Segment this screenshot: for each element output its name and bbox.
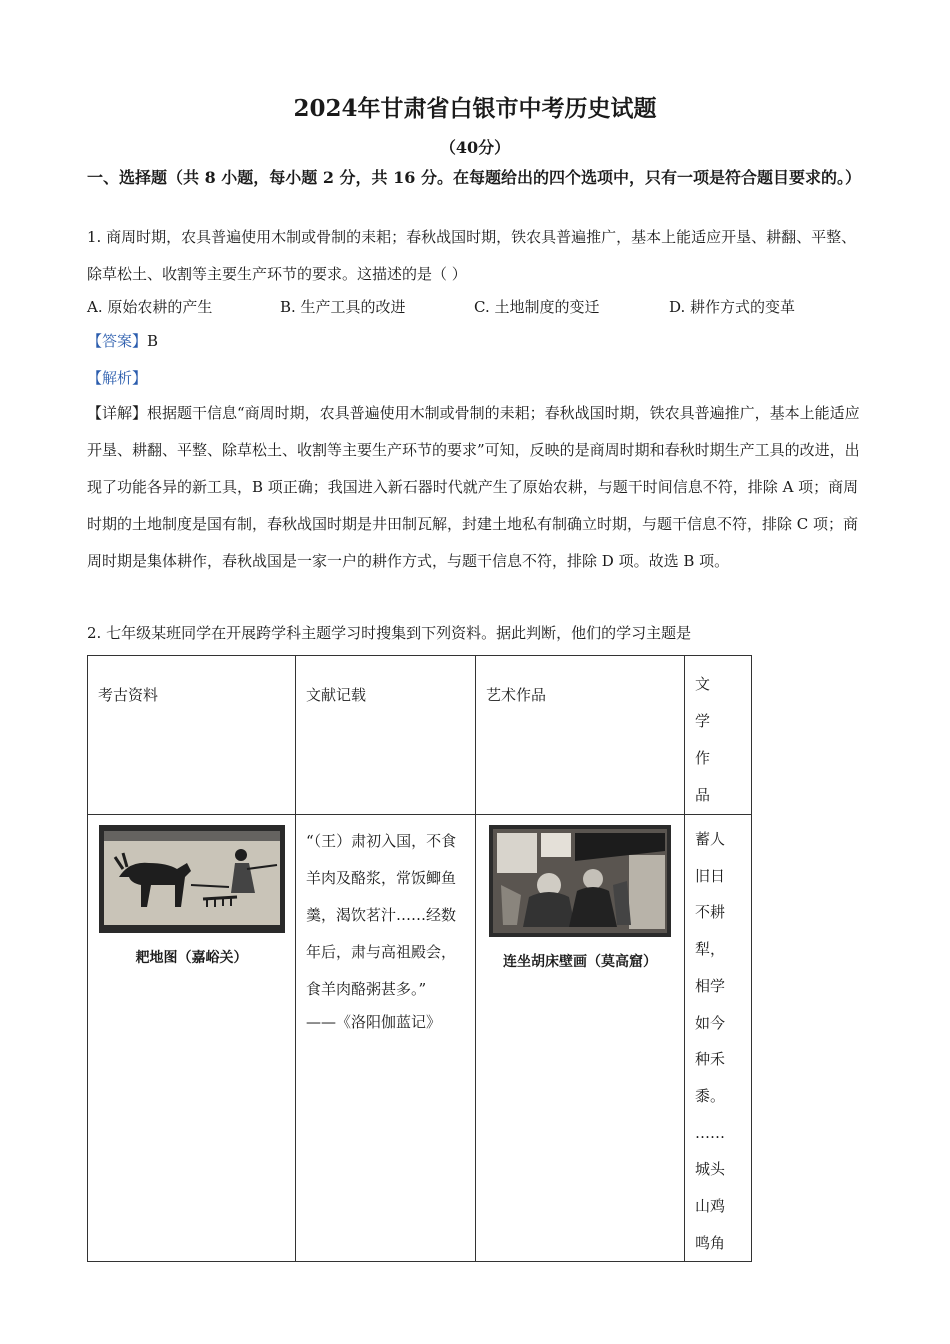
poem-line: 黍。	[695, 1086, 726, 1105]
header-literature: 文学作品	[685, 656, 752, 815]
answer-line	[87, 330, 158, 351]
poem-line: 蓄人	[695, 830, 726, 848]
poem-line: 山鸡	[695, 1197, 726, 1216]
header-art: 艺术作品	[476, 656, 685, 815]
header-documents: 文献记载	[296, 656, 476, 815]
option-c[interactable]: C. 土地制度的变迁	[474, 298, 600, 316]
poem-line: 城头	[695, 1160, 726, 1179]
page-title: 2024年甘肃省白银市中考历史试题	[293, 95, 657, 122]
poem-line: 相学	[695, 976, 726, 995]
poem-line: 不耕	[695, 903, 726, 922]
document-cell	[296, 815, 476, 1262]
materials-table	[87, 655, 752, 1262]
score-note: （40分）	[439, 138, 511, 157]
option-d[interactable]: D. 耕作方式的变革	[669, 298, 796, 316]
poem-line: ……	[695, 1123, 725, 1142]
answer-label: 【答案】	[87, 332, 148, 350]
poem-line: 旧日	[695, 866, 726, 885]
art-caption: 连坐胡床壁画（莫高窟）	[503, 954, 657, 970]
archaeology-cell	[88, 815, 296, 1262]
option-b[interactable]: B. 生产工具的改进	[280, 298, 406, 316]
poem-lines	[685, 815, 751, 1261]
document-source: ——《洛阳伽蓝记》	[306, 1013, 442, 1031]
art-cell	[476, 815, 685, 1262]
document-text: “（王）肃初入国，不食羊肉及酪浆，常饭鲫鱼 羹，渴饮茗汁……经数年后，肃与高祖殿会，食羊肉酪粥甚多。”	[306, 832, 457, 998]
question-1-stem: 1. 商周时期，农具普遍使用木制或骨制的耒耜；春秋战国时期，铁农具普遍推广，基本上能适应开垦、耕翻、平整、除草松土、收割等主要生产环节的要求。这描述的是（ ）	[87, 228, 857, 283]
poem-line: 如今	[695, 1013, 726, 1032]
header-archaeology: 考古资料	[88, 656, 296, 815]
section-heading: 一、选择题（共 8 小题，每小题 2 分，共 16 分。在每题给出的四个选项中，只有一项是符合题目要求的。）	[87, 168, 861, 187]
literature-cell	[685, 815, 752, 1262]
poem-line: 犁，	[695, 940, 726, 959]
answer-value: B	[147, 332, 159, 350]
harrowing-mural-image	[99, 825, 285, 933]
archaeology-caption: 耙地图（嘉峪关）	[135, 950, 248, 966]
analysis-label: 【解析】	[87, 369, 148, 387]
analysis-detail: 【详解】根据题干信息“商周时期，农具普遍使用木制或骨制的耒耜；春秋战国时期，铁农具普遍推广，基本上能适应开垦、耕翻、平整、除草松土、收割等主要生产环节的要求”可知，反映的是商周时期和春秋时期生产工具的改进，出现了功能各异的新工具，B 项正确；我国进入新石器时代就产生了原始农耕，与题干时间信息不符，排除 A 项；商周时期的土地制度是国有制，春秋战国时期是井田制瓦解，封建土地私有制确立时期，与题干信息不符，排除 C 项；商周时期是集体耕作，春秋战国是一家一户的耕作方式，与题干信息不符，排除 D 项。故选 B 项。	[87, 404, 860, 570]
option-a[interactable]: A. 原始农耕的产生	[87, 298, 213, 316]
question-2-stem: 2. 七年级某班同学在开展跨学科主题学习时搜集到下列资料。据此判断，他们的学习主题是	[87, 624, 692, 642]
poem-line: 鸣角	[695, 1233, 726, 1252]
poem-line: 种禾	[695, 1050, 726, 1069]
mogao-mural-image	[489, 825, 671, 937]
